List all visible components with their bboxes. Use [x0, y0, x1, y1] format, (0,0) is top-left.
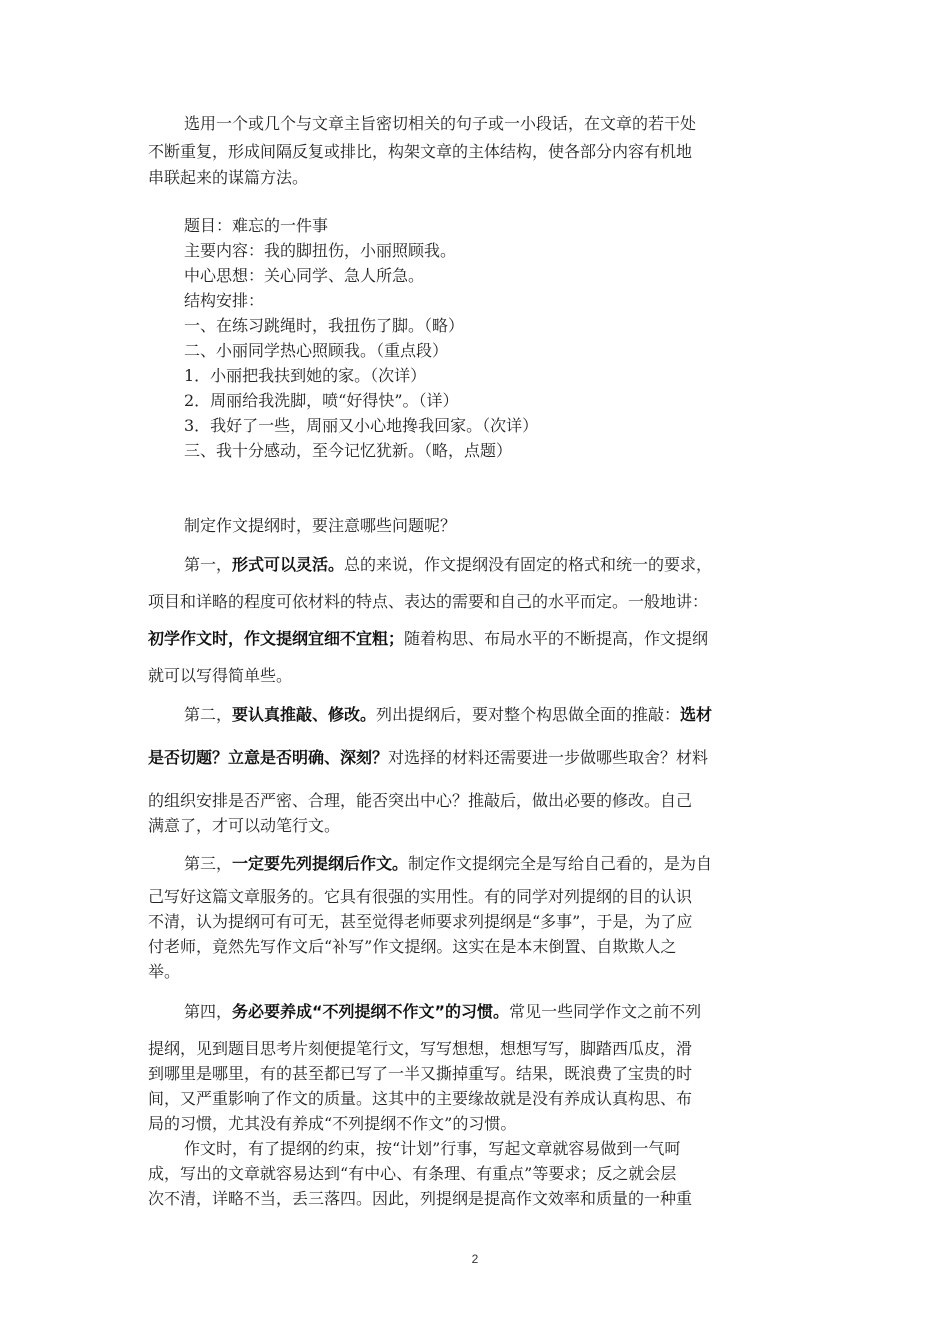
p3-heading: 一定要先列提纲后作文。 [232, 854, 409, 873]
example-subitem-2: 2．周丽给我洗脚，喷“好得快”。（详） [184, 391, 459, 410]
p1-line-4: 就可以写得简单些。 [148, 666, 293, 685]
p2-line-2 [148, 746, 708, 770]
example-structure: 结构安排： [184, 291, 265, 310]
p4-line-1 [184, 1000, 701, 1024]
question-line: 制定作文提纲时，要注意哪些问题呢？ [184, 516, 457, 535]
p1-line-3 [148, 627, 708, 651]
example-item-3: 三、我十分感动，至今记忆犹新。（略，点题） [184, 441, 513, 460]
p5-line-1: 作文时，有了提纲的约束，按“计划”行事，写起文章就容易做到一气呵 [184, 1139, 681, 1158]
p2-text: 列出提纲后，要对整个构思做全面的推敲： [376, 705, 681, 724]
example-subitem-1: 1．小丽把我扶到她的家。（次详） [184, 366, 427, 385]
p2-emphasis-2: 是否切题？立意是否明确、深刻？ [148, 748, 389, 767]
p2-prefix: 第二， [184, 705, 233, 724]
p4-line-4: 间，又严重影响了作文的质量。这其中的主要缘故就是没有养成认真构思、布 [148, 1089, 693, 1108]
p1-emphasis: 初学作文时，作文提纲宜细不宜粗； [148, 629, 405, 648]
p3-prefix: 第三， [184, 854, 233, 873]
p3-text: 制定作文提纲完全是写给自己看的，是为自 [408, 854, 713, 873]
example-item-2: 二、小丽同学热心照顾我。（重点段） [184, 341, 449, 360]
p4-line-3: 到哪里是哪里，有的甚至都已写了一半又撕掉重写。结果，既浪费了宝贵的时 [148, 1064, 693, 1083]
p3-line-3: 不清，认为提纲可有可无，甚至觉得老师要求列提纲是“多事”，于是，为了应 [148, 912, 693, 931]
p2-text-2: 对选择的材料还需要进一步做哪些取舍？材料 [388, 748, 709, 767]
example-content: 主要内容：我的脚扭伤，小丽照顾我。 [184, 241, 457, 260]
p2-line-1 [184, 703, 712, 727]
p1-text: 总的来说，作文提纲没有固定的格式和统一的要求， [344, 555, 713, 574]
p1-line-2: 项目和详略的程度可依材料的特点、表达的需要和自己的水平而定。一般地讲： [148, 592, 709, 611]
p1-heading: 形式可以灵活。 [232, 555, 345, 574]
example-title: 题目：难忘的一件事 [184, 216, 329, 235]
p5-line-3: 次不清，详略不当，丢三落四。因此，列提纲是提高作文效率和质量的一种重 [148, 1189, 693, 1208]
intro-line-1: 选用一个或几个与文章主旨密切相关的句子或一小段话，在文章的若干处 [184, 114, 697, 133]
p4-text: 常见一些同学作文之前不列 [509, 1002, 702, 1021]
intro-line-3: 串联起来的谋篇方法。 [148, 168, 309, 187]
p2-line-3: 的组织安排是否严密、合理，能否突出中心？推敲后，做出必要的修改。自己 [148, 791, 693, 810]
p2-line-4: 满意了，才可以动笔行文。 [148, 816, 341, 835]
p4-heading: 务必要养成“不列提纲不作文”的习惯。 [232, 1002, 510, 1021]
p1-line-1 [184, 553, 712, 577]
p1-prefix: 第一， [184, 555, 233, 574]
p5-line-2: 成，写出的文章就容易达到“有中心、有条理、有重点”等要求；反之就会层 [148, 1164, 677, 1183]
p2-heading: 要认真推敲、修改。 [232, 705, 377, 724]
p4-prefix: 第四， [184, 1002, 233, 1021]
p3-line-4: 付老师，竟然先写作文后“补写”作文提纲。这实在是本末倒置、自欺欺人之 [148, 937, 677, 956]
page-number: 2 [471, 1252, 479, 1266]
example-item-1: 一、在练习跳绳时，我扭伤了脚。（略） [184, 316, 465, 335]
p4-line-2: 提纲，见到题目思考片刻便提笔行文，写写想想，想想写写，脚踏西瓜皮，滑 [148, 1039, 693, 1058]
example-subitem-3: 3．我好了一些，周丽又小心地搀我回家。（次详） [184, 416, 539, 435]
p4-line-5: 局的习惯，尤其没有养成“不列提纲不作文”的习惯。 [148, 1114, 517, 1133]
p3-line-1 [184, 852, 712, 876]
p3-line-2: 己写好这篇文章服务的。它具有很强的实用性。有的同学对列提纲的目的认识 [148, 887, 693, 906]
p3-line-5: 举。 [148, 962, 181, 981]
p2-emphasis-1: 选材 [680, 705, 713, 724]
p1-text-2: 随着构思、布局水平的不断提高，作文提纲 [404, 629, 709, 648]
intro-line-2: 不断重复，形成间隔反复或排比，构架文章的主体结构，使各部分内容有机地 [148, 142, 693, 161]
example-theme: 中心思想：关心同学、急人所急。 [184, 266, 425, 285]
